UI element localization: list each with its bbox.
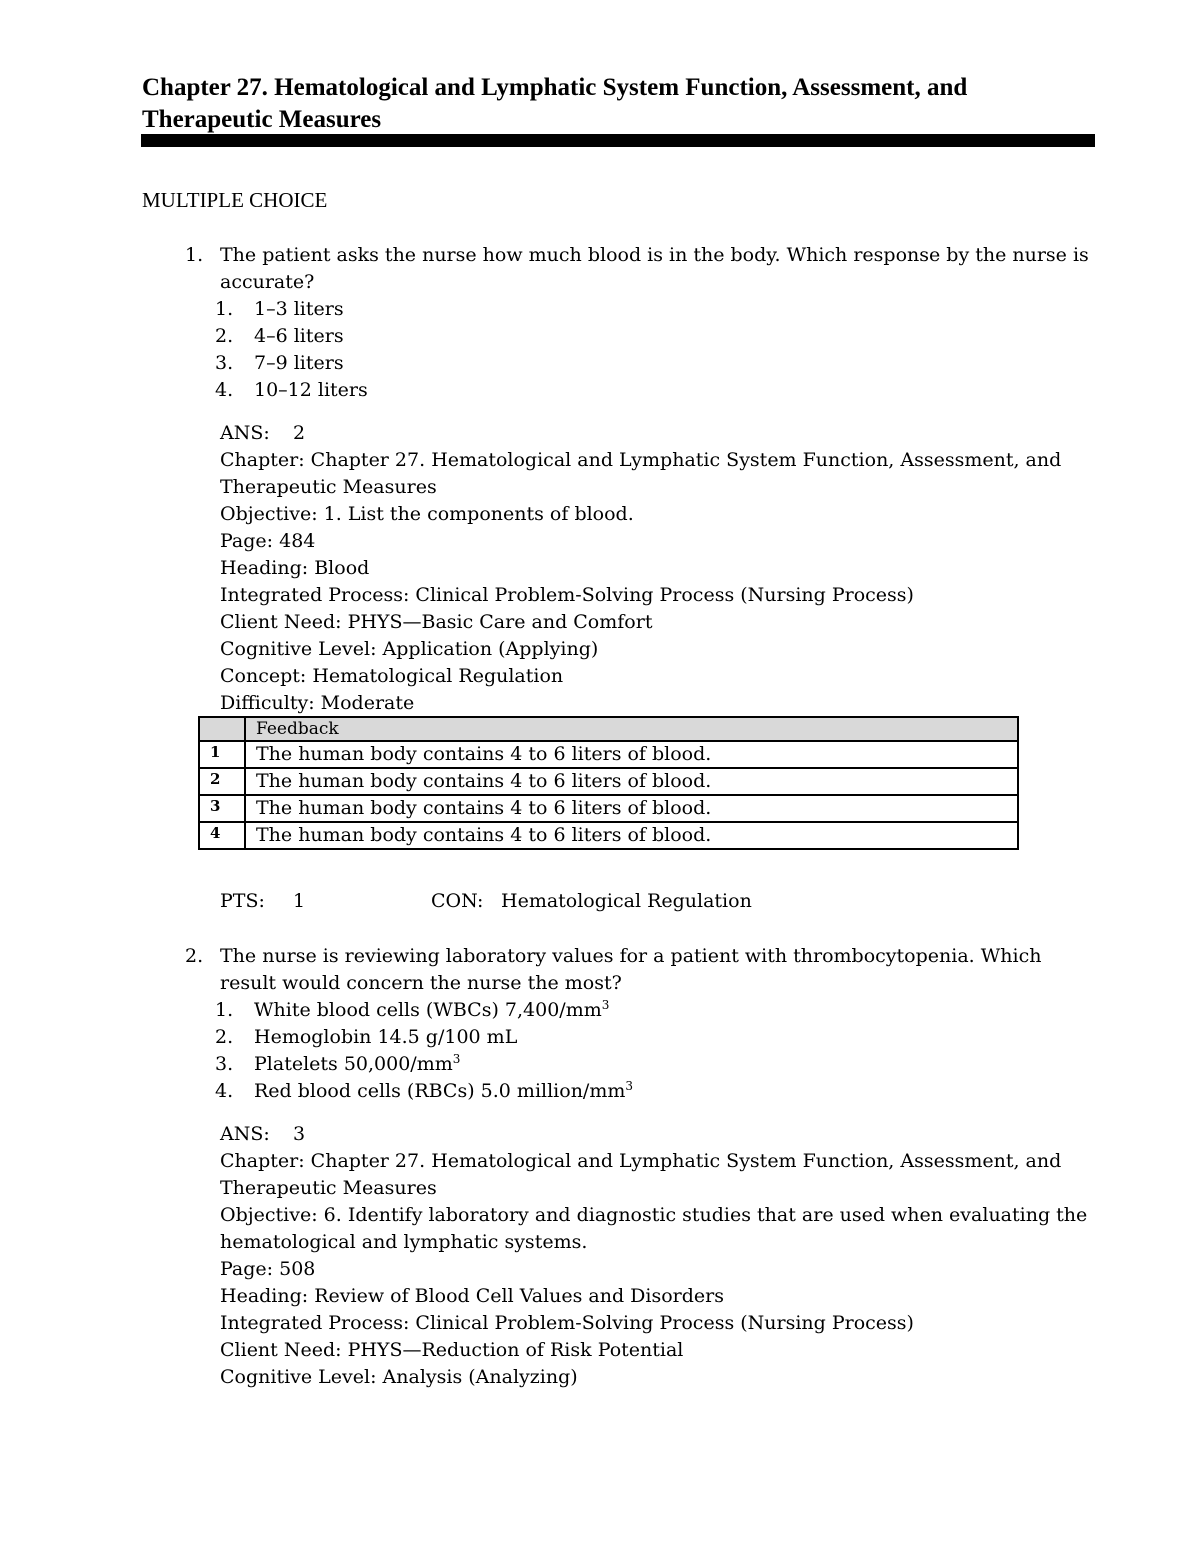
option-number: 4.	[215, 379, 234, 401]
pts-label: PTS:	[220, 890, 265, 912]
chapter-ref: Chapter: Chapter 27. Hematological and Lymphatic System Function, Assessment, and Therapeutic Measures	[220, 1150, 1062, 1199]
table-row	[199, 795, 1018, 822]
client-need: Client Need: PHYS—Basic Care and Comfort	[220, 611, 653, 633]
chapter-title: Chapter 27. Hematological and Lymphatic System Function, Assessment, and Therapeutic Measures	[142, 74, 968, 133]
option-item	[215, 997, 1090, 1024]
feedback-text: The human body contains 4 to 6 liters of blood.	[245, 741, 1018, 768]
option-list	[215, 296, 1090, 404]
option-list	[215, 997, 1090, 1105]
question-2	[185, 943, 1090, 1391]
superscript: 3	[452, 1052, 461, 1066]
con-value: Hematological Regulation	[501, 890, 752, 912]
answer-value: 2	[293, 422, 306, 444]
question-number: 1.	[185, 244, 204, 266]
option-item	[215, 1024, 1090, 1051]
question-stem: The nurse is reviewing laboratory values for a patient with thrombocytopenia. Which result would concern the nurse the most?	[220, 945, 1042, 994]
feedback-header: Feedback	[245, 717, 1018, 741]
question-stem: The patient asks the nurse how much blood is in the body. Which response by the nurse is accurate?	[220, 244, 1089, 293]
option-item	[215, 323, 1090, 350]
client-need: Client Need: PHYS—Reduction of Risk Potential	[220, 1339, 684, 1361]
feedback-table	[198, 716, 1019, 850]
answer-label: ANS:	[220, 1123, 270, 1145]
option-item	[215, 1078, 1090, 1105]
option-number: 2.	[215, 1026, 234, 1048]
option-text: Hemoglobin 14.5 g/100 mL	[254, 1026, 518, 1048]
pts-value: 1	[293, 890, 306, 912]
option-number: 4.	[215, 1080, 234, 1102]
answer-label: ANS:	[220, 422, 270, 444]
objective: Objective: 1. List the components of blood.	[220, 503, 634, 525]
table-row	[199, 768, 1018, 795]
difficulty: Difficulty: Moderate	[220, 692, 415, 714]
option-text: Platelets 50,000/mm	[254, 1053, 453, 1075]
option-item	[215, 350, 1090, 377]
concept: Concept: Hematological Regulation	[220, 665, 564, 687]
title-rule	[141, 134, 1095, 147]
integrated-process: Integrated Process: Clinical Problem-Solving Process (Nursing Process)	[220, 1312, 914, 1334]
option-number: 2.	[215, 325, 234, 347]
integrated-process: Integrated Process: Clinical Problem-Solving Process (Nursing Process)	[220, 584, 914, 606]
row-number: 1	[199, 741, 245, 768]
section-heading: MULTIPLE CHOICE	[142, 188, 328, 212]
objective: Objective: 6. Identify laboratory and diagnostic studies that are used when evaluating the hematological and lymphatic systems.	[220, 1204, 1088, 1253]
answer-metadata	[220, 420, 1090, 717]
con-label: CON:	[431, 890, 484, 912]
table-row	[199, 822, 1018, 849]
option-text: Red blood cells (RBCs) 5.0 million/mm	[254, 1080, 626, 1102]
row-number: 2	[199, 768, 245, 795]
option-number: 3.	[215, 1053, 234, 1075]
feedback-text: The human body contains 4 to 6 liters of blood.	[245, 822, 1018, 849]
cognitive-level: Cognitive Level: Application (Applying)	[220, 638, 599, 660]
answer-line	[220, 1121, 1090, 1148]
option-text: 1–3 liters	[254, 298, 344, 320]
option-number: 1.	[215, 298, 234, 320]
heading-ref: Heading: Blood	[220, 557, 370, 579]
row-number: 4	[199, 822, 245, 849]
chapter-ref: Chapter: Chapter 27. Hematological and Lymphatic System Function, Assessment, and Therapeutic Measures	[220, 449, 1062, 498]
option-item	[215, 377, 1090, 404]
answer-value: 3	[293, 1123, 306, 1145]
feedback-header-row	[199, 717, 1018, 741]
header-blank-cell	[199, 717, 245, 741]
feedback-text: The human body contains 4 to 6 liters of blood.	[245, 768, 1018, 795]
option-item	[215, 296, 1090, 323]
option-item	[215, 1051, 1090, 1078]
superscript: 3	[601, 998, 610, 1012]
option-number: 3.	[215, 352, 234, 374]
superscript: 3	[625, 1079, 634, 1093]
answer-line	[220, 420, 1090, 447]
feedback-text: The human body contains 4 to 6 liters of blood.	[245, 795, 1018, 822]
question-number: 2.	[185, 945, 204, 967]
page-ref: Page: 508	[220, 1258, 316, 1280]
heading-ref: Heading: Review of Blood Cell Values and Disorders	[220, 1285, 724, 1307]
cognitive-level: Cognitive Level: Analysis (Analyzing)	[220, 1366, 578, 1388]
option-text: 7–9 liters	[254, 352, 344, 374]
page-ref: Page: 484	[220, 530, 316, 552]
table-row	[199, 741, 1018, 768]
option-text: White blood cells (WBCs) 7,400/mm	[254, 999, 602, 1021]
option-text: 10–12 liters	[254, 379, 368, 401]
option-text: 4–6 liters	[254, 325, 344, 347]
row-number: 3	[199, 795, 245, 822]
answer-metadata	[220, 1121, 1090, 1391]
option-number: 1.	[215, 999, 234, 1021]
question-1	[185, 242, 1090, 717]
